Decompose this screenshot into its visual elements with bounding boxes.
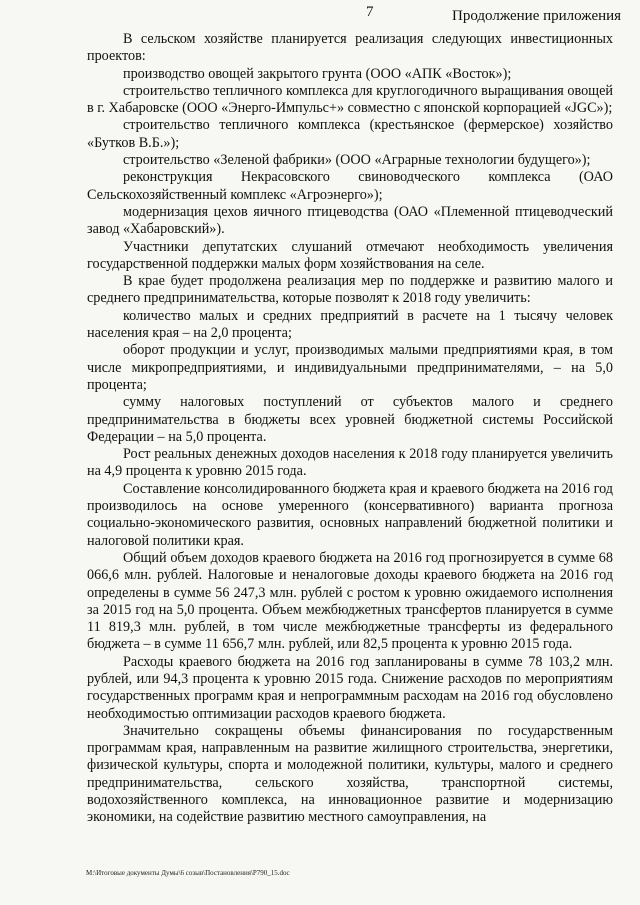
paragraph: В сельском хозяйстве планируется реализация следующих инвестиционных проектов: xyxy=(87,31,613,65)
paragraph: В крае будет продолжена реализация мер по поддержке и развитию малого и среднего предпринимательства, которые позволят к 2018 году увеличить: xyxy=(87,273,613,307)
paragraph: Рост реальных денежных доходов населения к 2018 году планируется увеличить на 4,9 процента к уровню 2015 года. xyxy=(87,446,613,480)
paragraph: Составление консолидированного бюджета края и краевого бюджета на 2016 год производилось на основе умеренного (консервативного) варианта прогноза социально-экономического развития, основных направлений бюджетной политики и налоговой политики края. xyxy=(87,480,613,549)
paragraph: реконструкция Некрасовского свиноводческого комплекса (ОАО Сельскохозяйственный комплекс «Агроэнерго»); xyxy=(87,169,613,203)
paragraph: количество малых и средних предприятий в расчете на 1 тысячу человек населения края – на 2,0 процента; xyxy=(87,307,613,342)
continuation-header: Продолжение приложения xyxy=(452,8,622,24)
paragraph: производство овощей закрытого грунта (ООО «АПК «Восток»); xyxy=(123,65,512,82)
page-number: 7 xyxy=(366,4,374,20)
document-body xyxy=(87,31,613,827)
paragraph: Общий объем доходов краевого бюджета на 2016 год прогнозируется в сумме 68 066,6 млн. рублей. Налоговые и неналоговые доходы краевого бюджета на 2016 год определены в сумме 56 247,3 млн. рублей с ростом к уровню ожидаемого исполнения за 2015 год на 5,0 процента. Объем межбюджетных трансфертов планируется в сумме 11 819,3 млн. рублей, в том числе межбюджетные трансферты из федерального бюджета – в сумме 11 656,7 млн. рублей, или 82,5 процента к уровню 2015 года. xyxy=(87,549,613,653)
paragraph: строительство тепличного комплекса (крестьянское (фермерское) хозяйство «Бутков В.Б.»); xyxy=(87,117,613,151)
paragraph: оборот продукции и услуг, производимых малыми предприятиями края, в том числе микропредприятиями, и индивидуальными предпринимателями, – на 5,0 процента; xyxy=(87,342,613,393)
paragraph: Расходы краевого бюджета на 2016 год запланированы в сумме 78 103,2 млн. рублей, или 94,3 процента к уровню 2015 года. Снижение расходов по мероприятиям государственных программ края и непрограммным расходам на 2016 год обусловлено необходимостью оптимизации расходов краевого бюджета. xyxy=(87,653,613,722)
paragraph: сумму налоговых поступлений от субъектов малого и среднего предпринимательства в бюджеты всех уровней бюджетной системы Российской Федерации – на 5,0 процента. xyxy=(87,394,613,445)
paragraph: Участники депутатских слушаний отмечают необходимость увеличения государственной поддержки малых форм хозяйствования на селе. xyxy=(87,238,613,272)
file-path-footer: M:\Итоговые документы Думы\6 созыв\Постановления\P790_15.doc xyxy=(86,869,290,877)
paragraph: Значительно сокращены объемы финансирования по государственным программам края, направленным на развитие жилищного строительства, энергетики, физической культуры, спорта и молодежной политики, культуры, малого и среднего предпринимательства, сельского хозяйства, транспортной системы, водохозяйственного комплекса, на инновационное развитие и модернизацию экономики, на содействие развитию местного самоуправления, на xyxy=(87,722,613,826)
paragraph: строительство тепличного комплекса для круглогодичного выращивания овощей в г. Хабаровске (ООО «Энерго-Импульс+» совместно с японской корпорацией «JGC»); xyxy=(87,82,613,117)
paragraph: строительство «Зеленой фабрики» (ООО «Аграрные технологии будущего»); xyxy=(123,152,591,169)
paragraph: модернизация цехов яичного птицеводства (ОАО «Племенной птицеводческий завод «Хабаровский»). xyxy=(87,203,613,238)
